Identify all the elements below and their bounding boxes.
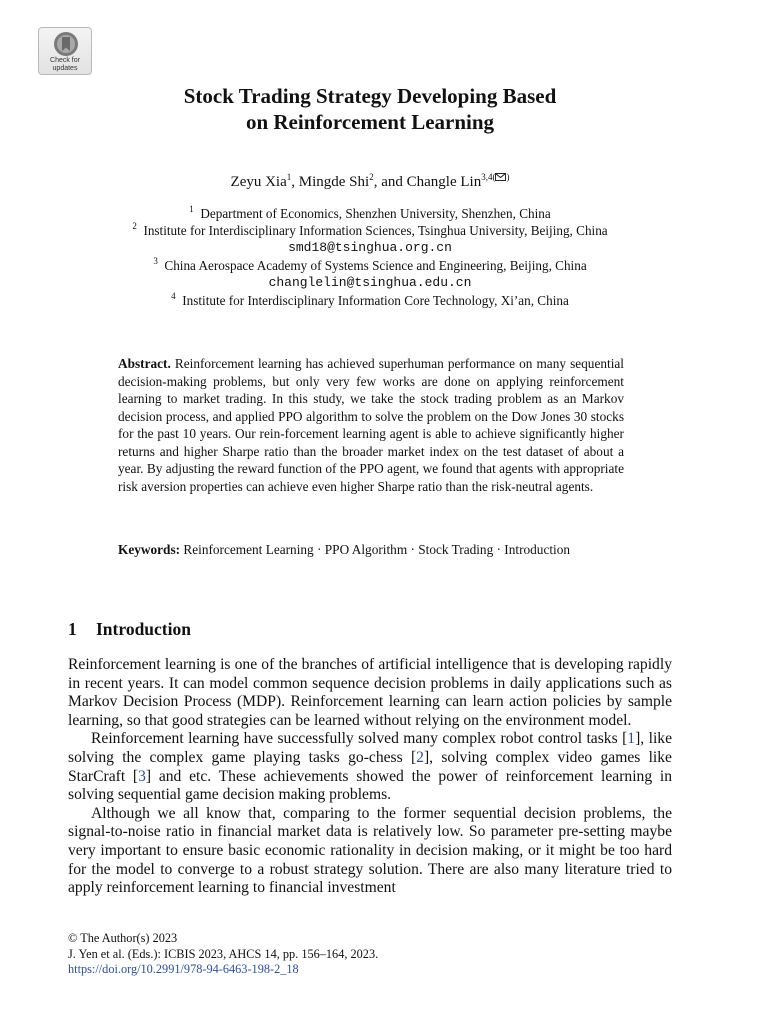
affiliation-text: Institute for Interdisciplinary Information Core Technology, Xi’an, China bbox=[182, 293, 569, 308]
affiliation-number: 3 bbox=[153, 256, 158, 266]
affiliation-4 bbox=[40, 292, 700, 310]
citation-link[interactable]: 2 bbox=[416, 748, 424, 766]
page-footer bbox=[68, 931, 378, 978]
author-affiliation-mark: 3,4( ) bbox=[481, 172, 510, 182]
affiliation-number: 2 bbox=[132, 221, 137, 231]
author-list: Zeyu Xia$^1$, Mingde Shi$^2$, and Changle Lin$^{3,4( )}$ bbox=[230, 172, 510, 190]
title-line-1: Stock Trading Strategy Developing Based bbox=[183, 84, 557, 108]
keywords-text: Reinforcement Learning · PPO Algorithm · Stock Trading · Introduction bbox=[180, 542, 571, 557]
author-affiliation-mark: 2 bbox=[369, 172, 374, 182]
copyright-notice: © The Author(s) 2023 bbox=[68, 931, 178, 945]
affiliation-text: Department of Economics, Shenzhen University, Shenzhen, China bbox=[200, 206, 551, 221]
affiliation-2 bbox=[40, 222, 700, 240]
citation-info: J. Yen et al. (Eds.): ICBIS 2023, AHCS 14, pp. 156–164, 2023. bbox=[68, 946, 379, 961]
envelope-icon[interactable] bbox=[495, 173, 506, 181]
keywords-label: Keywords: bbox=[118, 542, 181, 557]
title-line-2: on Reinforcement Learning bbox=[245, 110, 495, 134]
author-name: Mingde Shi bbox=[298, 174, 370, 190]
citation-link[interactable]: 1 bbox=[627, 730, 636, 748]
affiliation-2-email[interactable]: smd18@tsinghua.org.cn bbox=[288, 240, 452, 255]
citation-link[interactable]: 3 bbox=[138, 767, 146, 785]
paper-title bbox=[60, 83, 680, 135]
section-heading bbox=[68, 619, 191, 640]
author-affiliation-mark: 1 bbox=[286, 172, 292, 182]
affiliation-text: Institute for Interdisciplinary Information Sciences, Tsinghua University, Beijing, China bbox=[143, 223, 608, 238]
affiliation-text: China Aerospace Academy of Systems Science and Engineering, Beijing, China bbox=[164, 258, 587, 273]
paragraph: Reinforcement learning have successfully solved many complex robot control tasks [1], like solving the complex game playing tasks go-chess [2], solving complex video games like StarCraft [3] and etc. These achievements showed the power of reinforcement learning in solving sequential game decision making problems. bbox=[68, 730, 673, 804]
badge-label: Check for updates bbox=[50, 57, 80, 72]
affiliation-3-email[interactable]: changlelin@tsinghua.edu.cn bbox=[268, 275, 472, 290]
keywords bbox=[118, 541, 624, 559]
abstract-text: Reinforcement learning has achieved superhuman performance on many sequential decision-making problems, but only very few works are done on applying reinforcement learning to market trading. In this study, we take the stock trading problem as an Markov decision process, and applied PPO algorithm to solve the problem on the Dow Jones 30 stocks for the past 10 years. Our rein-forcement learning agent is able to achieve significantly higher returns and higher Sharpe ratio than the broader market index on the test dataset of about a year. By adjusting the reward function of the PPO agent, we found that agents with appropriate risk aversion properties can achieve even higher Sharpe ratio than the risk-neutral agents. bbox=[118, 356, 624, 494]
check-for-updates-badge[interactable] bbox=[38, 27, 92, 75]
section-title: Introduction bbox=[96, 619, 191, 639]
section-body bbox=[68, 656, 672, 898]
bookmark-ribbon-icon bbox=[53, 31, 79, 57]
author-name: Changle Lin bbox=[406, 174, 482, 190]
author-name: Zeyu Xia bbox=[230, 174, 287, 190]
affiliation-number: 1 bbox=[189, 204, 194, 214]
paragraph: Although we all know that, comparing to the former sequential decision problems, the signal-to-noise ratio in financial market data is relatively low. So parameter pre-setting maybe very important to ensure basic economic rationality in decision making, or it might be too hard for the model to converge to a robust strategy solution. There are also many literature tried to apply reinforcement learning to financial investment bbox=[68, 804, 672, 897]
paragraph: Reinforcement learning is one of the branches of artificial intelligence that is developing rapidly in recent years. It can model common sequence decision problems in daily applications such as Markov Decision Process (MDP). Reinforcement learning can learn action policies by sample learning, so that good strategies can be learned without relying on the environment model. bbox=[68, 656, 672, 729]
affiliation-number: 4 bbox=[171, 291, 176, 301]
abstract bbox=[118, 355, 624, 495]
doi-link[interactable]: https://doi.org/10.2991/978-94-6463-198-2_18 bbox=[68, 962, 299, 977]
affiliation-3 bbox=[40, 257, 700, 275]
affiliation-1 bbox=[40, 205, 700, 223]
section-number: 1 bbox=[68, 619, 77, 639]
abstract-label: Abstract. bbox=[118, 356, 171, 371]
